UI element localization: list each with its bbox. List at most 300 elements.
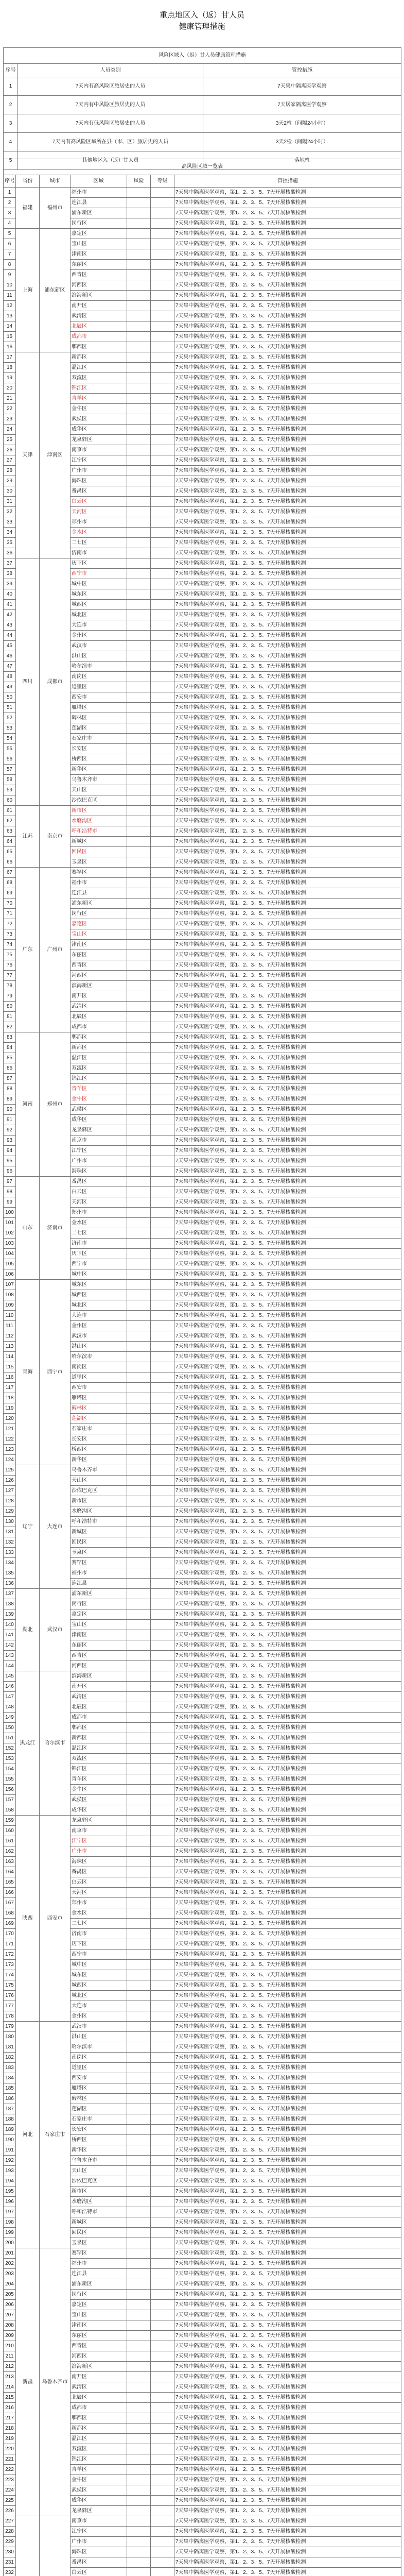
measure-cell: 7天集中隔离医学观察，第1、2、3、5、7天开展核酸检测 (174, 1496, 401, 1506)
city-cell (40, 2516, 71, 2576)
risk-cell (127, 2125, 151, 2135)
measure-cell: 7天集中隔离医学观察，第1、2、3、5、7天开展核酸检测 (174, 2547, 401, 2557)
row-number: 191 (4, 2145, 16, 2156)
area-cell: 青羊区 (71, 2465, 127, 2475)
title-line-2: 健康管理措施 (179, 22, 225, 31)
area-cell: 成华区 (71, 425, 127, 435)
area-cell: 滨海新区 (71, 981, 127, 991)
measure-cell: 7天集中隔离医学观察，第1、2、3、5、7天开展核酸检测 (174, 2259, 401, 2269)
row-number: 157 (4, 1795, 16, 1805)
risk-cell (127, 1032, 151, 1043)
level-cell (151, 569, 174, 579)
area-cell: 赛罕区 (71, 2248, 127, 2259)
row-number: 19 (4, 373, 16, 383)
measure-cell: 7天集中隔离医学观察，第1、2、3、5、7天开展核酸检测 (174, 2444, 401, 2454)
measure-cell: 7天集中隔离医学观察，第1、2、3、5、7天开展核酸检测 (174, 1816, 401, 1826)
area-cell: 城北区 (71, 1300, 127, 1311)
area-cell: 乌鲁木齐市 (71, 2156, 127, 2166)
row-number: 90 (4, 1105, 16, 1115)
row-number: 149 (4, 1713, 16, 1723)
area-cell: 北辰区 (71, 2393, 127, 2403)
level-cell (151, 919, 174, 929)
row-number: 3 (4, 114, 18, 133)
risk-cell (127, 260, 151, 270)
area-cell: 闵行区 (71, 2290, 127, 2300)
person-type: 7天内有高风险区域所在县（市、区）旅居史的人员 (18, 133, 203, 151)
measure-cell: 7天集中隔离医学观察，第1、2、3、5、7天开展核酸检测 (174, 1228, 401, 1239)
row-number: 74 (4, 940, 16, 950)
risk-cell (127, 2475, 151, 2485)
measure-cell: 7天集中隔离医学观察，第1、2、3、5、7天开展核酸检测 (174, 2290, 401, 2300)
measure-cell: 7天集中隔离医学观察，第1、2、3、5、7天开展核酸检测 (174, 2135, 401, 2145)
level-cell (151, 394, 174, 404)
risk-cell (127, 239, 151, 249)
measure-cell: 7天集中隔离医学观察，第1、2、3、5、7天开展核酸检测 (174, 1105, 401, 1115)
row-number: 202 (4, 2259, 16, 2269)
level-cell (151, 1898, 174, 1908)
risk-cell (127, 1259, 151, 1269)
row-number: 183 (4, 2063, 16, 2073)
risk-cell (127, 589, 151, 600)
row-number: 55 (4, 744, 16, 754)
row-number: 120 (4, 1414, 16, 1424)
measure-cell: 7天集中隔离医学观察，第1、2、3、5、7天开展核酸检测 (174, 445, 401, 455)
area-cell: 天山区 (71, 2166, 127, 2176)
level-cell (151, 208, 174, 218)
level-cell (151, 1599, 174, 1609)
area-cell: 南京市 (71, 445, 127, 455)
measure-cell: 7天集中隔离医学观察，第1、2、3、5、7天开展核酸检测 (174, 2063, 401, 2073)
risk-cell (127, 754, 151, 765)
measure-cell: 7天集中隔离医学观察，第1、2、3、5、7天开展核酸检测 (174, 1249, 401, 1259)
row-number: 73 (4, 929, 16, 940)
row-number: 198 (4, 2217, 16, 2228)
level-cell (151, 1640, 174, 1651)
level-cell (151, 1661, 174, 1671)
area-cell: 大连市 (71, 2001, 127, 2011)
measure-cell: 7天集中隔离医学观察，第1、2、3、5、7天开展核酸检测 (174, 1991, 401, 2001)
level-cell (151, 1919, 174, 1929)
measure-cell: 7天集中隔离医学观察，第1、2、3、5、7天开展核酸检测 (174, 2331, 401, 2341)
measure-cell: 7天集中隔离医学观察，第1、2、3、5、7天开展核酸检测 (174, 414, 401, 425)
area-cell: 连江县 (71, 198, 127, 208)
row-number: 79 (4, 991, 16, 1002)
risk-cell (127, 806, 151, 816)
measure-cell: 7天集中隔离医学观察，第1、2、3、5、7天开展核酸检测 (174, 1197, 401, 1208)
measure-cell: 7天集中隔离医学观察，第1、2、3、5、7天开展核酸检测 (174, 2187, 401, 2197)
risk-cell (127, 1177, 151, 1187)
risk-cell (127, 455, 151, 466)
level-cell (151, 1476, 174, 1486)
area-cell: 新都区 (71, 1043, 127, 1053)
measure-cell: 7天集中隔离医学观察，第1、2、3、5、7天开展核酸检测 (174, 1908, 401, 1919)
level-cell (151, 610, 174, 620)
risk-cell (127, 249, 151, 260)
area-cell: 津南区 (71, 2320, 127, 2331)
measure-cell: 7天集中隔离医学观察，第1、2、3、5、7天开展核酸检测 (174, 1960, 401, 1970)
risk-cell (127, 1661, 151, 1671)
measure-cell: 7天集中隔离医学观察，第1、2、3、5、7天开展核酸检测 (174, 363, 401, 373)
area-cell: 天山区 (71, 1476, 127, 1486)
risk-cell (127, 2557, 151, 2568)
level-cell (151, 373, 174, 383)
area-cell: 龙泉驿区 (71, 1816, 127, 1826)
area-cell: 洪山区 (71, 2032, 127, 2042)
risk-cell (127, 878, 151, 888)
measure-cell: 7天集中隔离医学观察，第1、2、3、5、7天开展核酸检测 (174, 383, 401, 394)
area-cell: 新城区 (71, 1527, 127, 1537)
risk-cell (127, 2187, 151, 2197)
row-number: 113 (4, 1342, 16, 1352)
city-cell: 成都市 (40, 558, 71, 806)
area-cell: 沙依巴克区 (71, 2176, 127, 2187)
level-cell (151, 2228, 174, 2238)
level-cell (151, 1805, 174, 1816)
measure-cell: 7天集中隔离医学观察，第1、2、3、5、7天开展核酸检测 (174, 229, 401, 239)
level-cell (151, 363, 174, 373)
measure-cell: 7天集中隔离医学观察，第1、2、3、5、7天开展核酸检测 (174, 569, 401, 579)
risk-cell (127, 837, 151, 847)
area-cell: 金牛区 (71, 1785, 127, 1795)
level-cell (151, 631, 174, 641)
measure-cell: 7天集中隔离医学观察，第1、2、3、5、7天开展核酸检测 (174, 816, 401, 826)
level-cell (151, 435, 174, 445)
risk-cell (127, 394, 151, 404)
measure-cell: 7天集中隔离医学观察，第1、2、3、5、7天开展核酸检测 (174, 1434, 401, 1445)
level-cell (151, 2372, 174, 2382)
risk-cell (127, 332, 151, 342)
level-cell (151, 188, 174, 198)
row-number: 84 (4, 1043, 16, 1053)
measure-cell: 7天集中隔离医学观察，第1、2、3、5、7天开展核酸检测 (174, 1053, 401, 1063)
risk-cell (127, 1074, 151, 1084)
row-number: 196 (4, 2197, 16, 2207)
measure-cell: 7天集中隔离医学观察，第1、2、3、5、7天开展核酸检测 (174, 754, 401, 765)
row-number: 1 (4, 77, 18, 96)
row-number: 56 (4, 754, 16, 765)
risk-cell (127, 2331, 151, 2341)
measure-cell: 7天集中隔离医学观察，第1、2、3、5、7天开展核酸检测 (174, 682, 401, 692)
level-cell (151, 1609, 174, 1620)
measure-cell: 7天集中隔离医学观察，第1、2、3、5、7天开展核酸检测 (174, 1424, 401, 1434)
level-cell (151, 218, 174, 229)
measure-cell: 7天集中隔离医学观察，第1、2、3、5、7天开展核酸检测 (174, 1146, 401, 1156)
risk-cell (127, 435, 151, 445)
table-row (4, 188, 401, 198)
risk-cell (127, 2114, 151, 2125)
row-number: 207 (4, 2310, 16, 2320)
risk-cell (127, 1321, 151, 1331)
area-cell: 番禺区 (71, 1867, 127, 1877)
risk-cell (127, 2197, 151, 2207)
area-cell: 河西区 (71, 2351, 127, 2362)
measure-cell: 7天集中隔离医学观察，第1、2、3、5、7天开展核酸检测 (174, 1094, 401, 1105)
measure-cell: 7天集中隔离医学观察，第1、2、3、5、7天开展核酸检测 (174, 2496, 401, 2506)
area-cell: 莲湖区 (71, 1414, 127, 1424)
row-number: 4 (4, 218, 16, 229)
area-cell: 郑州市 (71, 1208, 127, 1218)
measure-cell: 7天集中隔离医学观察，第1、2、3、5、7天开展核酸检测 (174, 280, 401, 291)
area-cell: 新市区 (71, 1496, 127, 1506)
risk-cell (127, 2351, 151, 2362)
level-cell (151, 1723, 174, 1733)
row-number: 108 (4, 1290, 16, 1300)
measure-cell: 7天集中隔离医学观察，第1、2、3、5、7天开展核酸检测 (174, 1352, 401, 1362)
risk-cell (127, 1970, 151, 1980)
area-cell: 广州市 (71, 2537, 127, 2547)
measure-cell: 7天集中隔离医学观察，第1、2、3、5、7天开展核酸检测 (174, 548, 401, 558)
measure-cell: 7天集中隔离医学观察，第1、2、3、5、7天开展核酸检测 (174, 1115, 401, 1125)
row-number: 10 (4, 280, 16, 291)
city-cell: 南京市 (40, 806, 71, 868)
area-cell: 天河区 (71, 507, 127, 517)
measure-cell: 7天集中隔离医学观察，第1、2、3、5、7天开展核酸检测 (174, 1630, 401, 1640)
risk-cell (127, 2537, 151, 2547)
risk-cell (127, 270, 151, 280)
risk-cell (127, 1115, 151, 1125)
area-cell: 宝山区 (71, 239, 127, 249)
row-number: 203 (4, 2269, 16, 2279)
area-cell: 城中区 (71, 579, 127, 589)
risk-cell (127, 1589, 151, 1599)
risk-cell (127, 1846, 151, 1857)
measure-cell: 7天集中隔离医学观察，第1、2、3、5、7天开展核酸检测 (174, 2248, 401, 2259)
area-cell: 闵行区 (71, 909, 127, 919)
row-number: 83 (4, 1032, 16, 1043)
area-cell: 水磨沟区 (71, 2197, 127, 2207)
risk-cell (127, 1568, 151, 1579)
level-cell (151, 1321, 174, 1331)
table-row (4, 2248, 401, 2259)
level-cell (151, 899, 174, 909)
row-number: 98 (4, 1187, 16, 1197)
measure-cell: 7天集中隔离医学观察，第1、2、3、5、7天开展核酸检测 (174, 888, 401, 899)
area-cell: 金州区 (71, 2011, 127, 2022)
area-cell: 城中区 (71, 1269, 127, 1280)
area-cell: 金牛区 (71, 2475, 127, 2485)
area-cell: 成都市 (71, 1022, 127, 1032)
level-cell (151, 1826, 174, 1836)
risk-cell (127, 795, 151, 806)
risk-cell (127, 2166, 151, 2176)
area-cell: 哈尔滨市 (71, 1352, 127, 1362)
area-cell: 郫都区 (71, 1723, 127, 1733)
area-cell: 广州市 (71, 1156, 127, 1166)
row-number: 178 (4, 2011, 16, 2022)
risk-cell (127, 816, 151, 826)
province-cell: 福建 (16, 188, 40, 229)
risk-cell (127, 847, 151, 857)
area-cell: 乌鲁木齐市 (71, 1465, 127, 1476)
col-header-measure: 管控措施 (203, 64, 401, 77)
level-cell (151, 352, 174, 363)
area-cell: 嘉定区 (71, 229, 127, 239)
level-cell (151, 1166, 174, 1177)
area-cell: 西安市 (71, 692, 127, 703)
level-cell (151, 2424, 174, 2434)
measure-cell: 7天集中隔离医学观察，第1、2、3、5、7天开展核酸检测 (174, 1414, 401, 1424)
level-cell (151, 332, 174, 342)
measure-cell: 7天集中隔离医学观察，第1、2、3、5、7天开展核酸检测 (174, 1774, 401, 1785)
risk-cell (127, 1877, 151, 1888)
measure-cell: 7天集中隔离医学观察，第1、2、3、5、7天开展核酸检测 (174, 1125, 401, 1136)
area-cell: 广州市 (71, 466, 127, 476)
measure-cell: 7天集中隔离医学观察，第1、2、3、5、7天开展核酸检测 (174, 600, 401, 610)
measure-cell: 7天集中隔离医学观察，第1、2、3、5、7天开展核酸检测 (174, 218, 401, 229)
area-cell: 哈尔滨市 (71, 662, 127, 672)
risk-cell (127, 1063, 151, 1074)
row-number: 204 (4, 2279, 16, 2290)
level-cell (151, 2094, 174, 2104)
measure-cell: 7天集中隔离医学观察，第1、2、3、5、7天开展核酸检测 (174, 1084, 401, 1094)
measure-cell: 7天集中隔离医学观察，第1、2、3、5、7天开展核酸检测 (174, 198, 401, 208)
risk-cell (127, 1094, 151, 1105)
measure-cell: 7天集中隔离医学观察，第1、2、3、5、7天开展核酸检测 (174, 723, 401, 734)
row-number: 17 (4, 352, 16, 363)
area-cell: 北辰区 (71, 1012, 127, 1022)
risk-cell (127, 1249, 151, 1259)
measure-cell: 7天集中隔离医学观察，第1、2、3、5、7天开展核酸检测 (174, 713, 401, 723)
row-number: 101 (4, 1218, 16, 1228)
level-cell (151, 1105, 174, 1115)
risk-cell (127, 352, 151, 363)
level-cell (151, 816, 174, 826)
area-cell: 南开区 (71, 991, 127, 1002)
area-cell: 二七区 (71, 1919, 127, 1929)
area-cell: 成都市 (71, 332, 127, 342)
row-number: 173 (4, 1960, 16, 1970)
area-cell: 水磨沟区 (71, 1506, 127, 1517)
area-cell: 莲湖区 (71, 723, 127, 734)
risk-cell (127, 1795, 151, 1805)
row-number: 227 (4, 2516, 16, 2527)
level-cell (151, 1568, 174, 1579)
level-cell (151, 2465, 174, 2475)
level-cell (151, 1537, 174, 1548)
area-cell: 道里区 (71, 1372, 127, 1383)
level-cell (151, 2341, 174, 2351)
row-number: 193 (4, 2166, 16, 2176)
level-cell (151, 342, 174, 352)
risk-cell (127, 2393, 151, 2403)
row-number: 48 (4, 672, 16, 682)
table-row (4, 1032, 401, 1043)
row-number: 114 (4, 1352, 16, 1362)
level-cell (151, 1970, 174, 1980)
measure-cell: 7天集中隔离医学观察，第1、2、3、5、7天开展核酸检测 (174, 2176, 401, 2187)
row-number: 102 (4, 1228, 16, 1239)
measure-cell: 7天集中隔离医学观察，第1、2、3、5、7天开展核酸检测 (174, 270, 401, 280)
area-cell: 济南市 (71, 548, 127, 558)
risk-cell (127, 2547, 151, 2557)
risk-cell (127, 1991, 151, 2001)
row-number: 39 (4, 579, 16, 589)
level-cell (151, 991, 174, 1002)
level-cell (151, 1950, 174, 1960)
risk-cell (127, 2145, 151, 2156)
area-cell: 金水区 (71, 1218, 127, 1228)
risk-cell (127, 909, 151, 919)
row-number: 210 (4, 2341, 16, 2351)
level-cell (151, 239, 174, 249)
col-header-city: 城市 (40, 175, 71, 188)
risk-cell (127, 2568, 151, 2576)
area-cell: 嘉定区 (71, 919, 127, 929)
row-number: 87 (4, 1074, 16, 1084)
level-cell (151, 2011, 174, 2022)
level-cell (151, 1579, 174, 1589)
city-cell: 福州市 (40, 188, 71, 229)
level-cell (151, 1032, 174, 1043)
level-cell (151, 1774, 174, 1785)
row-number: 72 (4, 919, 16, 929)
area-cell: 桥西区 (71, 2135, 127, 2145)
province-cell: 江苏 (16, 806, 40, 868)
risk-cell (127, 692, 151, 703)
level-cell (151, 2166, 174, 2176)
measure-cell: 7天集中隔离医学观察，第1、2、3、5、7天开展核酸检测 (174, 2032, 401, 2042)
measure-cell: 7天集中隔离医学观察，第1、2、3、5、7天开展核酸检测 (174, 352, 401, 363)
level-cell (151, 940, 174, 950)
row-number: 69 (4, 888, 16, 899)
area-cell: 金牛区 (71, 404, 127, 414)
row-number: 180 (4, 2032, 16, 2042)
risk-cell (127, 1537, 151, 1548)
measure-cell: 7天集中隔离医学观察，第1、2、3、5、7天开展核酸检测 (174, 1455, 401, 1465)
row-number: 126 (4, 1476, 16, 1486)
area-cell: 历下区 (71, 1249, 127, 1259)
area-cell: 新都区 (71, 2424, 127, 2434)
table-row (4, 352, 401, 363)
risk-cell (127, 2290, 151, 2300)
risk-cell (127, 1043, 151, 1053)
risk-cell (127, 682, 151, 692)
col-header-risk: 风险 (127, 175, 151, 188)
level-cell (151, 1156, 174, 1166)
measure-cell: 7天集中隔离医学观察，第1、2、3、5、7天开展核酸检测 (174, 1877, 401, 1888)
level-cell (151, 2320, 174, 2331)
measure-cell: 7天集中隔离医学观察，第1、2、3、5、7天开展核酸检测 (174, 692, 401, 703)
level-cell (151, 1300, 174, 1311)
risk-cell (127, 991, 151, 1002)
area-cell: 成都市 (71, 2403, 127, 2413)
area-cell: 河西区 (71, 1661, 127, 1671)
risk-cell (127, 404, 151, 414)
measure-cell: 7天集中隔离医学观察，第1、2、3、5、7天开展核酸检测 (174, 2145, 401, 2156)
area-cell: 新市区 (71, 806, 127, 816)
row-number: 171 (4, 1939, 16, 1950)
level-cell (151, 1733, 174, 1743)
level-cell (151, 1403, 174, 1414)
risk-cell (127, 2001, 151, 2011)
measure-cell: 7天集中隔离医学观察，第1、2、3、5、7天开展核酸检测 (174, 1136, 401, 1146)
area-cell: 新城区 (71, 837, 127, 847)
risk-cell (127, 1383, 151, 1393)
level-cell (151, 1393, 174, 1403)
measure-cell: 7天集中隔离医学观察，第1、2、3、5、7天开展核酸检测 (174, 734, 401, 744)
measure-cell: 7天集中隔离医学观察，第1、2、3、5、7天开展核酸检测 (174, 1795, 401, 1805)
row-number: 31 (4, 497, 16, 507)
row-number: 78 (4, 981, 16, 991)
table-row (4, 77, 401, 96)
person-type: 7天内有中风险区旅居史的人员 (18, 96, 203, 114)
row-number: 32 (4, 507, 16, 517)
level-cell (151, 713, 174, 723)
table-row (4, 1589, 401, 1599)
row-number: 42 (4, 610, 16, 620)
measure-cell: 7天集中隔离医学观察，第1、2、3、5、7天开展核酸检测 (174, 1702, 401, 1713)
level-cell (151, 589, 174, 600)
